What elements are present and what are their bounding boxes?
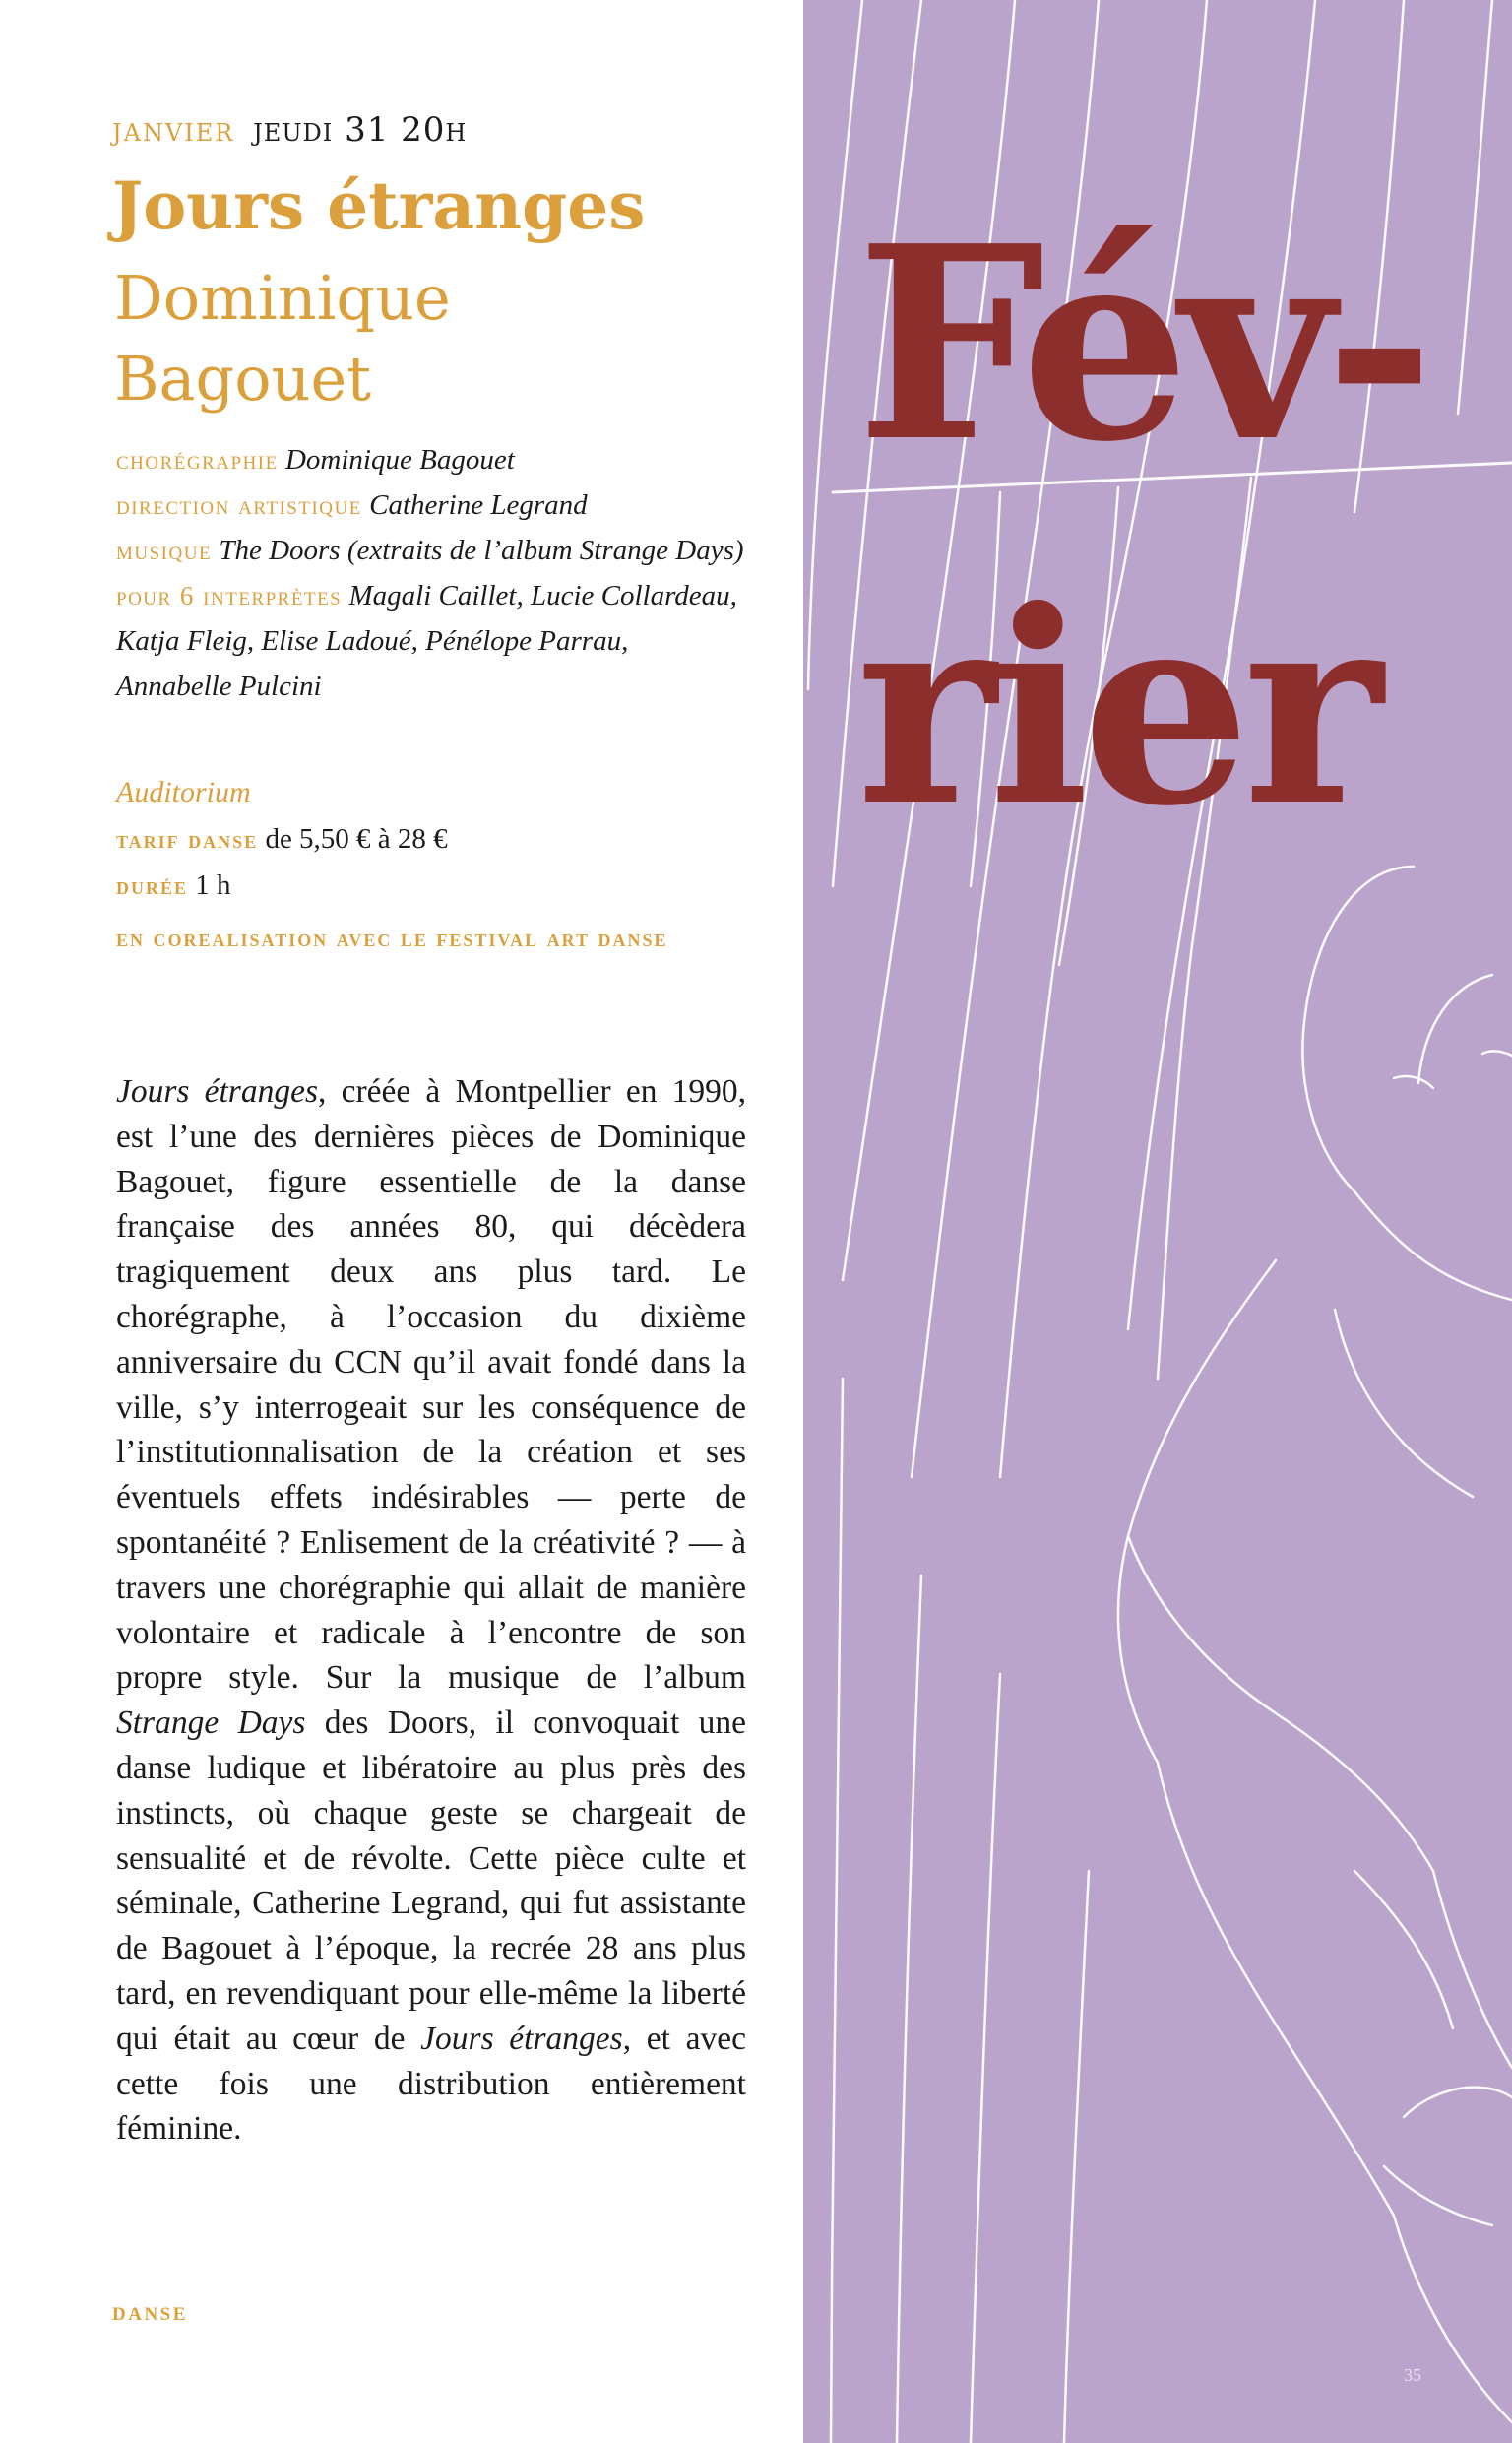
artist-line-2: Bagouet xyxy=(114,343,372,415)
credit-label: pour 6 interprètes xyxy=(116,581,343,611)
description-title-ref-2: Jours étranges xyxy=(420,2020,623,2057)
duration-label: durée xyxy=(116,871,189,900)
category-label: danse xyxy=(112,2296,188,2326)
description-album-ref: Strange Days xyxy=(116,1704,306,1742)
event-artist xyxy=(114,258,705,419)
venue: Auditorium xyxy=(116,776,251,808)
tarif-value: de 5,50 € à 28 € xyxy=(265,823,448,855)
credit-value: Dominique Bagouet xyxy=(284,444,515,476)
description-title-ref: Jours étranges xyxy=(116,1073,319,1110)
month-title-line-1: Fév- xyxy=(856,187,1425,500)
event-day-time: jeudi 31 20h xyxy=(253,110,468,150)
credit-label: direction artistique xyxy=(116,490,362,520)
corealisation-note: en corealisation avec le festival art danse xyxy=(116,924,668,952)
illustration-panel xyxy=(803,0,1512,2443)
description-text-3: , et avec cette fois une distribution entièrement féminine. xyxy=(116,2020,746,2148)
credit-value: Catherine Legrand xyxy=(369,489,588,521)
tarif-label: tarif danse xyxy=(116,825,259,854)
duration-line xyxy=(116,869,746,902)
credit-label: chorégraphie xyxy=(116,445,279,475)
credit-value: The Doors (extraits de l’album Strange Days) xyxy=(219,535,744,566)
event-title: Jours étranges xyxy=(112,167,646,244)
duration-value: 1 h xyxy=(195,869,231,901)
credit-artistic-direction xyxy=(116,482,746,528)
artist-line-1: Dominique xyxy=(114,262,451,334)
description-paragraph xyxy=(116,1069,746,2152)
credit-value: Magali Caillet, Lucie Collardeau, Katja Fleig, Elise Ladoué, Pénélope Parrau, Annabelle Pulcini xyxy=(116,580,737,702)
month-title-line-2: rier xyxy=(856,551,1375,865)
event-month: janvier xyxy=(112,110,235,150)
credit-music xyxy=(116,528,746,573)
description-text-1: , créée à Montpellier en 1990, est l’une des dernières pièces de Dominique Bagouet, figure essentielle de la danse française des années 80, qui décèdera tragiquement deux ans plus tard. Le chorégraphe, à l’occasion du dixième anniversaire du CCN qu’il avait fondé dans la ville, s’y interrogeait sur les conséquence de l’institutionnalisation de la création et ses éventuels effets indésirables — perte de spontanéité ? Enlisement de la créativité ? — à travers une chorégraphie qui allait de manière volontaire et radicale à l’encontre de son propre style. Sur la musique de l’album xyxy=(116,1073,747,1697)
credits-block xyxy=(116,437,746,709)
page-number: 35 xyxy=(1404,2365,1421,2385)
description xyxy=(116,1069,746,2152)
tarif-line xyxy=(116,823,746,856)
event-date xyxy=(112,110,467,150)
description-text-2: des Doors, il convoquait une danse ludique et libératoire au plus près des instincts, où chaque geste se chargeait de sensualité et de révolte. Cette pièce culte et séminale, Catherine Legrand, qui fut assistante de Bagouet à l’époque, la recrée 28 ans plus tard, en revendiquant pour elle-même la liberté qui était au cœur de xyxy=(116,1704,746,2057)
credit-performers xyxy=(116,573,746,709)
credit-choreography xyxy=(116,437,746,482)
credit-label: musique xyxy=(116,536,213,565)
